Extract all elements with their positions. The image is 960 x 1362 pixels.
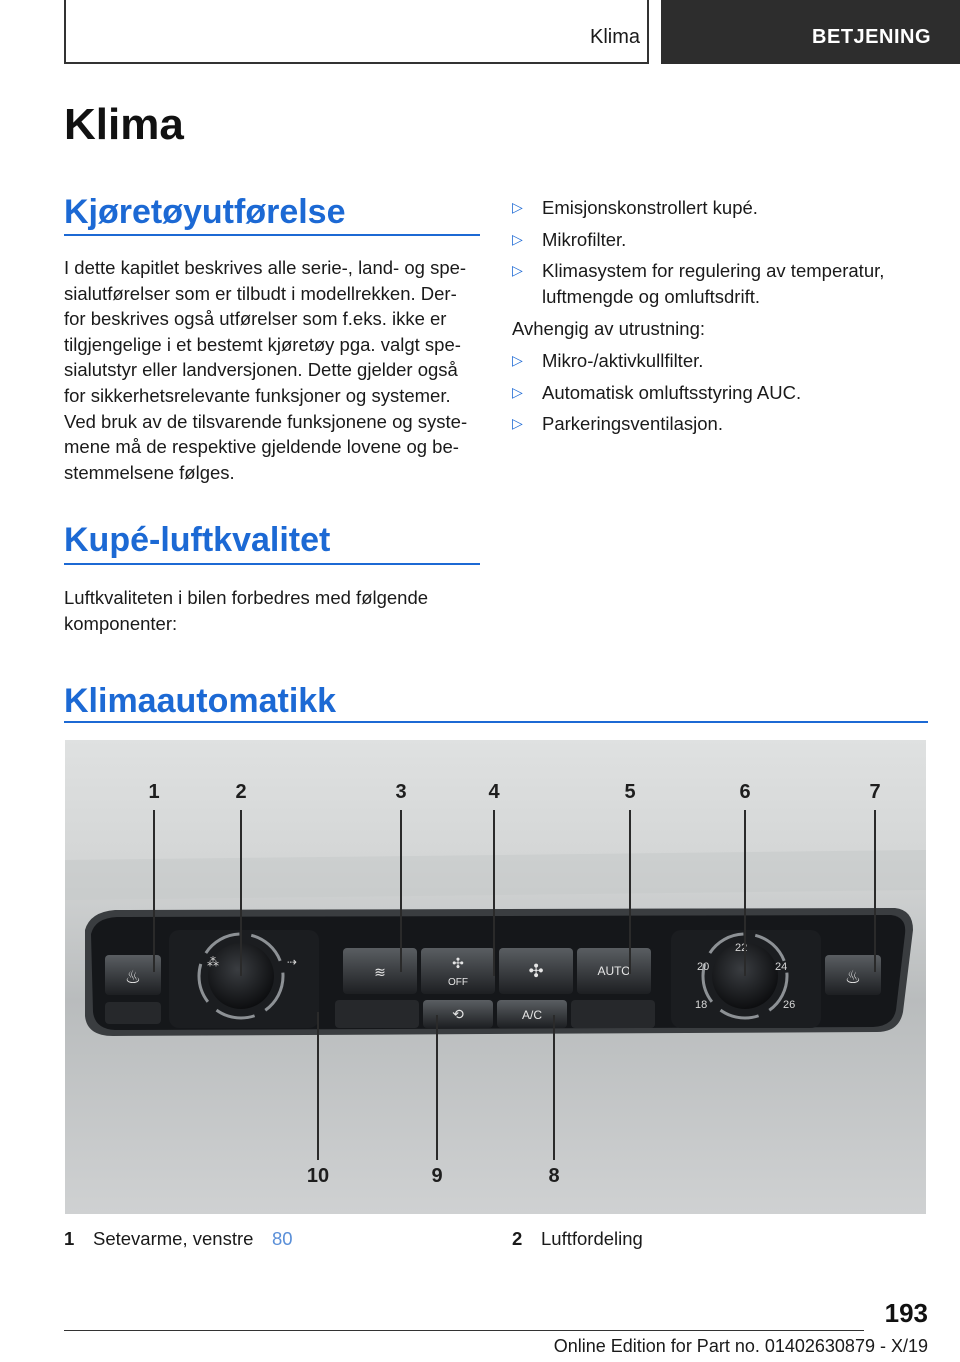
air-quality-paragraph bbox=[64, 585, 428, 636]
caption-number: 2 bbox=[512, 1228, 523, 1249]
callout-6: 6 bbox=[739, 781, 751, 803]
section-rule bbox=[64, 563, 480, 565]
section-heading-air-quality: Kupé-luftkvalitet bbox=[64, 521, 331, 559]
text-line: mene må de respektive gjeldende lovene og be- bbox=[64, 436, 459, 458]
defrost-icon: ⁂ bbox=[207, 955, 219, 969]
temp-label: 24 bbox=[775, 961, 788, 973]
temp-label: 20 bbox=[697, 961, 710, 973]
seat-heat-left-icon: ♨ bbox=[124, 967, 142, 987]
callout-1: 1 bbox=[148, 781, 160, 803]
list-item: ▷ Mikrofilter. bbox=[512, 227, 932, 253]
callout-10: 10 bbox=[306, 1165, 330, 1187]
callout-4: 4 bbox=[488, 781, 500, 803]
callout-3: 3 bbox=[395, 781, 407, 803]
footer-rule bbox=[64, 1330, 864, 1331]
off-label: OFF bbox=[448, 977, 468, 988]
section-rule bbox=[64, 234, 480, 236]
equipment-dependent-label: Avhengig av utrustning: bbox=[512, 318, 706, 339]
list-item: ▷ Mikro-/aktivkullfilter. bbox=[512, 348, 932, 374]
fan-icon: ✣ bbox=[528, 961, 544, 981]
page-title: Klima bbox=[64, 100, 184, 149]
temp-label: 18 bbox=[695, 999, 708, 1011]
triangle-bullet-icon: ▷ bbox=[512, 352, 523, 368]
callout-8: 8 bbox=[548, 1165, 560, 1187]
text-line: sialutstyr eller landversjonen. Dette gjelder også bbox=[64, 359, 458, 381]
list-item: ▷ Klimasystem for regulering av temperatur, luftmengde og omluftsdrift. bbox=[512, 260, 885, 307]
callout-7: 7 bbox=[869, 781, 881, 803]
triangle-bullet-icon: ▷ bbox=[512, 415, 523, 432]
triangle-bullet-icon: ▷ bbox=[512, 262, 523, 279]
section-heading-vehicle: Kjøretøyutførelse bbox=[64, 193, 346, 231]
text-line: sialutførelser som er tilbudt i modellrekken. Der- bbox=[64, 282, 457, 304]
triangle-bullet-icon: ▷ bbox=[512, 230, 523, 247]
caption-page-link[interactable]: 80 bbox=[272, 1228, 293, 1249]
seat-heat-right-icon: ♨ bbox=[844, 967, 862, 987]
header-chapter-label: BETJENING bbox=[812, 26, 931, 48]
text-line: for beskrives også utførelser som f.eks. ikke er bbox=[64, 308, 447, 330]
section-heading-climate-control: Klimaautomatikk bbox=[64, 682, 337, 720]
caption-text: Setevarme, venstre bbox=[93, 1228, 254, 1249]
text-line: I dette kapitlet beskrives alle serie-, land- og spe- bbox=[64, 257, 467, 278]
footer-edition: Online Edition for Part no. 01402630879 - X/19 bbox=[553, 1336, 928, 1356]
caption-text: Luftfordeling bbox=[541, 1228, 643, 1249]
section-rule bbox=[64, 721, 928, 723]
component-list bbox=[512, 195, 932, 315]
text-line: stemmelsene følges. bbox=[64, 461, 235, 483]
list-item: ▷ Parkeringsventilasjon. bbox=[512, 411, 932, 437]
ac-label: A/C bbox=[521, 1008, 543, 1022]
vehicle-paragraph bbox=[64, 255, 467, 485]
text-line: komponenter: bbox=[64, 612, 178, 634]
temp-label: 26 bbox=[783, 999, 796, 1011]
callout-5: 5 bbox=[624, 781, 636, 803]
list-item: ▷ Emisjonskonstrollert kupé. bbox=[512, 195, 932, 221]
header-section-label: Klima bbox=[589, 26, 640, 48]
recirculation-icon: ⟲ bbox=[452, 1006, 464, 1022]
text-line: Luftkvaliteten i bilen forbedres med følgende bbox=[64, 587, 429, 608]
vent-icon: ⇢ bbox=[287, 955, 298, 969]
page-number: 193 bbox=[884, 1298, 928, 1328]
optional-component-list bbox=[512, 348, 932, 443]
callout-2: 2 bbox=[235, 781, 247, 803]
text-line: Ved bruk av de tilsvarende funksjonene og syste- bbox=[64, 410, 468, 432]
list-item: ▷ Automatisk omluftsstyring AUC. bbox=[512, 380, 932, 406]
triangle-bullet-icon: ▷ bbox=[512, 199, 523, 215]
triangle-bullet-icon: ▷ bbox=[512, 383, 523, 400]
auto-label: AUTO bbox=[597, 964, 631, 978]
temp-label: 22 bbox=[735, 942, 748, 954]
rear-defrost-icon: ≋ bbox=[374, 964, 386, 980]
fan-icon: ✣ bbox=[452, 955, 464, 971]
callout-9: 9 bbox=[431, 1165, 443, 1187]
text-line: for sikkerhetsrelevante funksjoner og systemer. bbox=[64, 384, 451, 406]
caption-number: 1 bbox=[64, 1228, 75, 1249]
text-line: tilgjengelige i et bestemt kjøretøy pga. valgt spe- bbox=[64, 333, 461, 355]
climate-panel-photo bbox=[65, 740, 926, 1214]
